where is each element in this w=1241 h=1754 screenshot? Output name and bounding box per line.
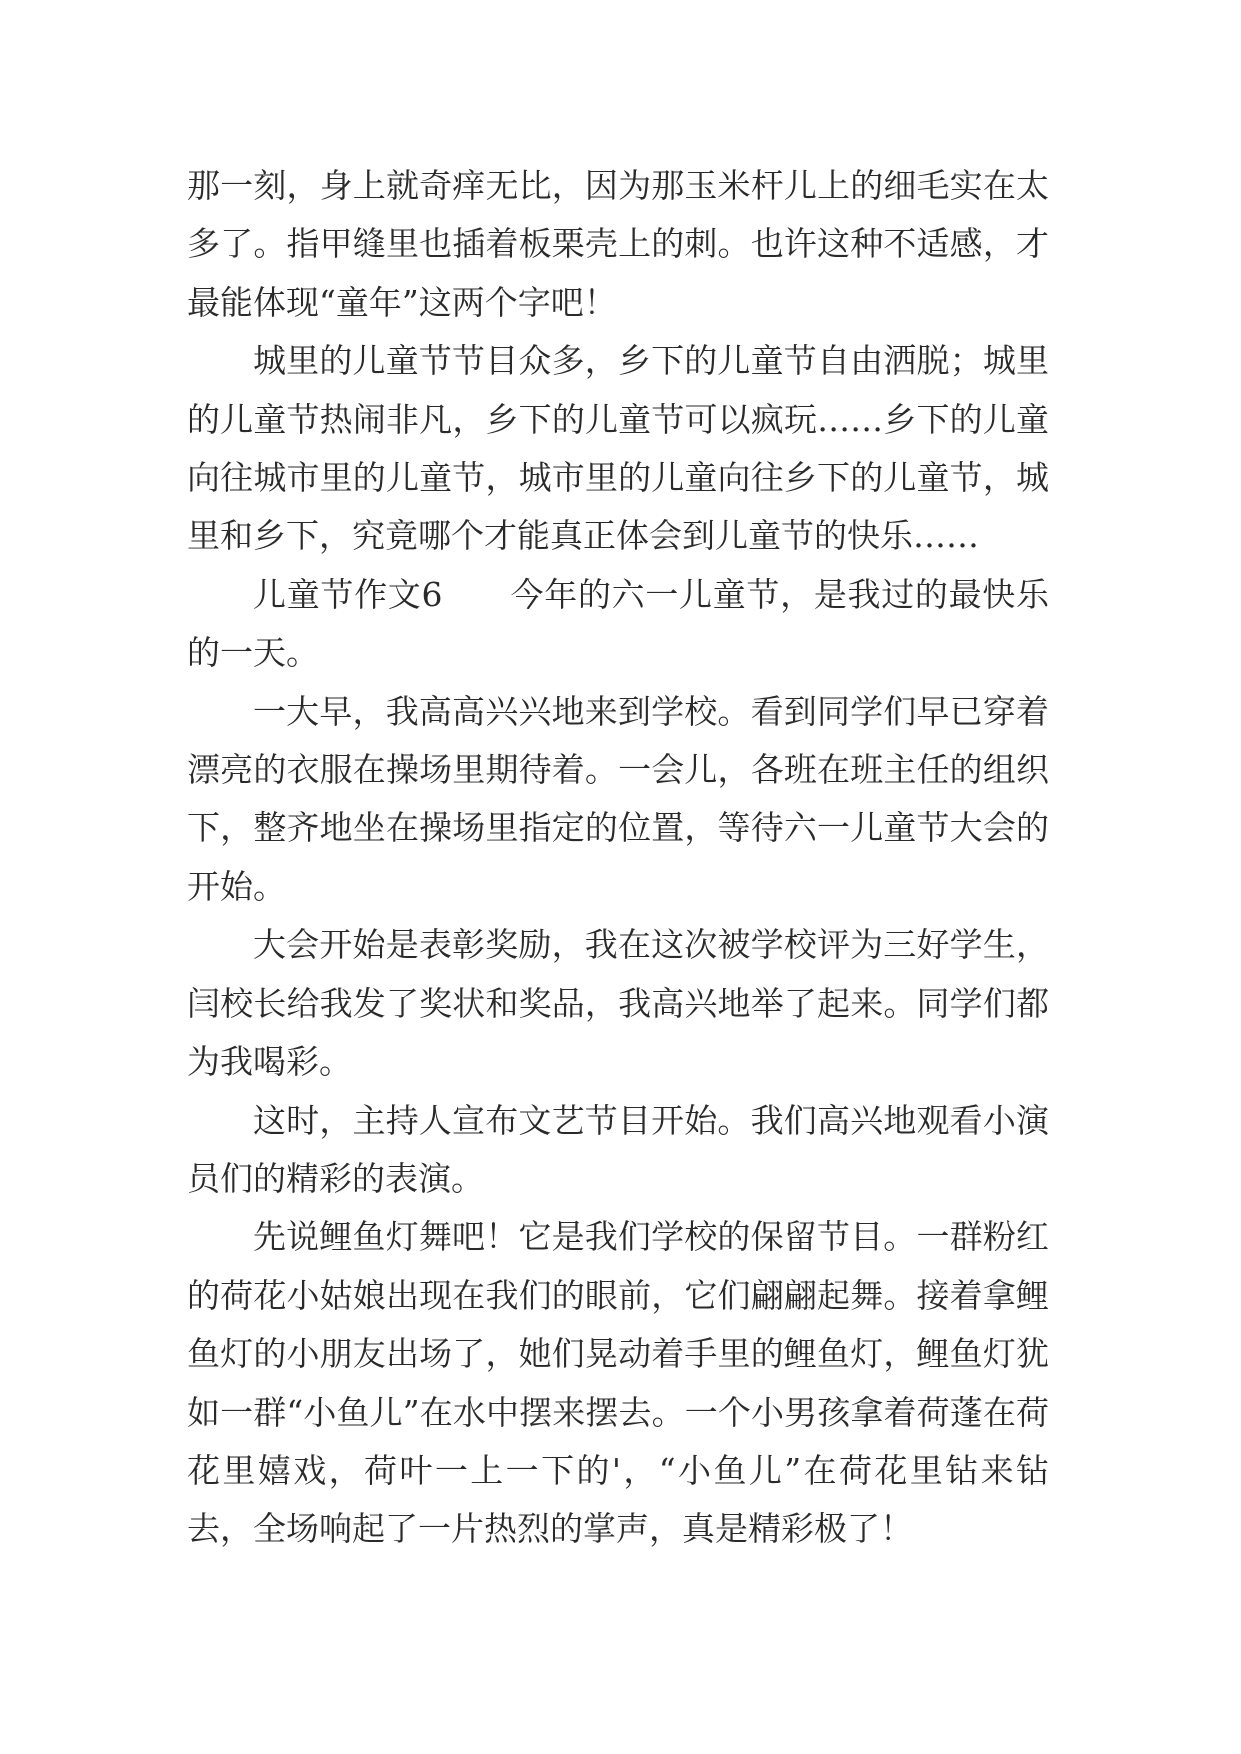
paragraph-essay-6-heading: 儿童节作文6 今年的六一儿童节，是我过的最快乐的一天。 bbox=[187, 574, 1049, 673]
paragraph-continuation: 那一刻，身上就奇痒无比，因为那玉米杆儿上的细毛实在太多了。指甲缝里也插着板栗壳上的刺。也许这种不适感，才最能体现“童年”这两个字吧！ bbox=[187, 166, 1049, 322]
paragraph: 这时，主持人宣布文艺节目开始。我们高兴地观看小演员们的精彩的表演。 bbox=[187, 1100, 1049, 1198]
paragraph: 一大早，我高高兴兴地来到学校。看到同学们早已穿着漂亮的衣服在操场里期待着。一会儿，各班在班主任的组织下，整齐地坐在操场里指定的位置，等待六一儿童节大会的开始。 bbox=[187, 691, 1049, 906]
paragraph: 城里的儿童节节目众多，乡下的儿童节自由洒脱；城里的儿童节热闹非凡，乡下的儿童节可以疯玩……乡下的儿童向往城市里的儿童节，城市里的儿童向往乡下的儿童节，城里和乡下，究竟哪个才能真正体会到儿童节的快乐…… bbox=[187, 341, 1049, 556]
document-page bbox=[187, 157, 1049, 1559]
paragraph: 大会开始是表彰奖励，我在这次被学校评为三好学生，闫校长给我发了奖状和奖品，我高兴地举了起来。同学们都为我喝彩。 bbox=[187, 925, 1049, 1082]
paragraph: 先说鲤鱼灯舞吧！它是我们学校的保留节目。一群粉红的荷花小姑娘出现在我们的眼前，它们翩翩起舞。接着拿鲤鱼灯的小朋友出场了，她们晃动着手里的鲤鱼灯，鲤鱼灯犹如一群“小鱼儿”在水中摆来摆去。一个小男孩拿着荷蓬在荷花里嬉戏，荷叶一上一下的'，“小鱼儿”在荷花里钻来钻去，全场响起了一片热烈的掌声，真是精彩极了！ bbox=[187, 1217, 1049, 1549]
